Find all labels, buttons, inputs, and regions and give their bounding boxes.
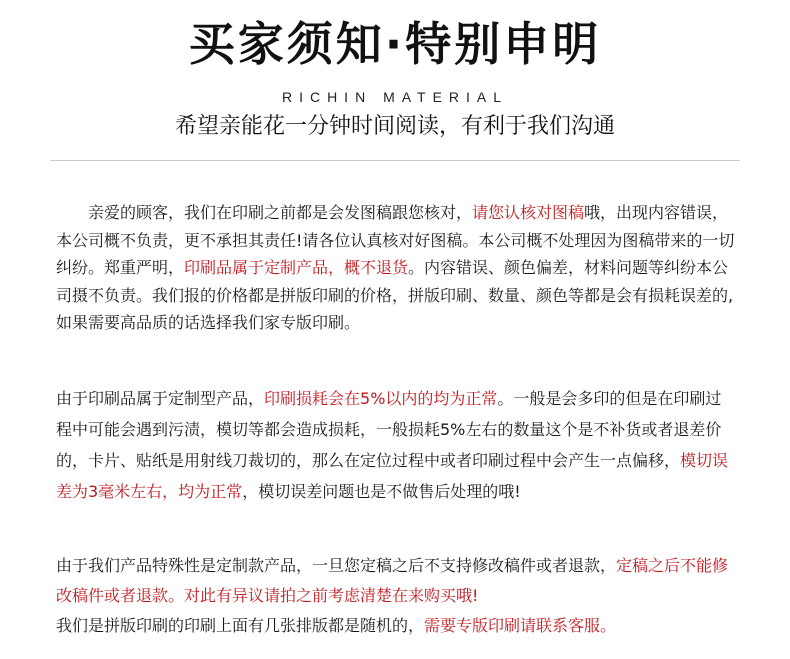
text-segment: 由于我们产品特殊性是定制款产品，一旦您定稿之后不支持修改稿件或者退款，	[56, 556, 617, 575]
text-segment: 。一般是会多印的但是在印刷过程中可能会遇到污渍，模切等都会造成损耗，一般损耗5%左右的数量这个是不补货或者退差价的，卡片、贴纸是用射线刀裁切的，那么在定位过程中或者印刷过程中会产生一点偏移，	[56, 389, 722, 470]
divider	[50, 160, 740, 161]
text-segment: ，模切误差问题也是不做售后处理的哦!	[242, 482, 521, 501]
tagline: 希望亲能花一分钟时间阅读，有利于我们沟通	[174, 114, 615, 139]
text-segment: 哦，出现内容错误，本公司概不负责，更不承担其责任!请各位认真核对好图稿。本公司概不处理因为图稿带来的一切纠纷。郑重严明，	[56, 203, 735, 277]
text-segment: 我们是拼版印刷的印刷上面有几张排版都是随机的，	[56, 616, 425, 635]
text-segment: 由于印刷品属于定制型产品，	[56, 389, 265, 408]
notice-paragraph-1	[56, 199, 736, 337]
brand-subtitle: RICHIN MATERIAL	[281, 89, 509, 105]
notice-paragraph-3	[56, 551, 736, 641]
highlight-text: 请您认核对图稿	[472, 203, 585, 222]
page-title: 买家须知·特别申明	[188, 17, 602, 71]
highlight-text: 印刷品属于定制产品，概不退货	[184, 258, 409, 277]
highlight-text: 印刷损耗会在5%以内的均为正常	[264, 389, 498, 408]
highlight-text: 需要专版印刷请联系客服。	[424, 616, 617, 635]
text-segment: 亲爱的顾客，我们在印刷之前都是会发图稿跟您核对，	[88, 203, 473, 222]
highlight-text: 模切误差为3毫米左右，均为正常	[56, 451, 729, 501]
text-segment: 。内容错误、颜色偏差，材料问题等纠纷本公司摄不负责。我们报的价格都是拼版印刷的价格，拼版印刷、数量、颜色等都是会有损耗误差的,如果需要高品质的话选择我们家专版印刷。	[56, 258, 734, 332]
notice-paragraph-2	[56, 383, 736, 507]
highlight-text: 定稿之后不能修改稿件或者退款。对此有异议请拍之前考虑清楚在来购买哦!	[56, 556, 729, 605]
